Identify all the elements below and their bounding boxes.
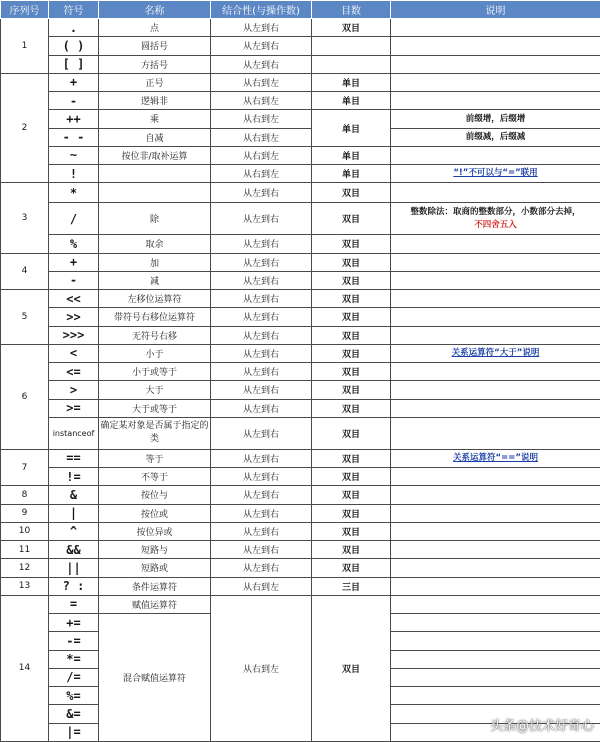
header-symbol: 符号 <box>49 1 99 19</box>
operands-cell: 双目 <box>312 344 391 362</box>
assoc-cell: 从左到右 <box>211 449 312 467</box>
symbol-cell: ++ <box>49 110 99 128</box>
symbol-cell: %= <box>49 687 99 705</box>
assoc-cell: 从左到右 <box>211 253 312 271</box>
table-row <box>1 55 600 73</box>
assoc-cell: 从左到右 <box>211 486 312 504</box>
seq-cell: 6 <box>1 344 49 449</box>
name-cell: 无符号右移 <box>99 326 211 344</box>
note-cell <box>391 253 600 271</box>
note-cell <box>391 92 600 110</box>
symbol-cell: = <box>49 595 99 613</box>
table-row <box>1 271 600 289</box>
symbol-cell: |= <box>49 723 99 742</box>
seq-cell: 5 <box>1 290 49 345</box>
note-cell <box>391 73 600 91</box>
note-cell <box>391 203 600 235</box>
note-warning: 不四舍五入 <box>474 219 517 230</box>
symbol-cell: >> <box>49 308 99 326</box>
assoc-cell: 从左到右 <box>211 522 312 540</box>
assoc-cell: 从右到左 <box>211 73 312 91</box>
symbol-cell: ( ) <box>49 37 99 55</box>
assoc-cell: 从左到右 <box>211 417 312 449</box>
assoc-cell: 从左到右 <box>211 363 312 381</box>
seq-cell: 4 <box>1 253 49 290</box>
name-cell: 自减 <box>99 128 211 146</box>
name-cell <box>99 183 211 203</box>
note-cell <box>391 632 600 650</box>
assoc-cell: 从左到右 <box>211 559 312 577</box>
operands-cell: 双目 <box>312 235 391 253</box>
assoc-cell: 从左到右 <box>211 271 312 289</box>
symbol-cell: / <box>49 203 99 235</box>
note-cell: 前缀减，后缀减 <box>391 128 600 146</box>
operands-cell: 双目 <box>312 399 391 417</box>
table-row <box>1 344 600 362</box>
seq-cell: 2 <box>1 73 49 183</box>
table-row <box>1 417 600 449</box>
operands-cell: 单目 <box>312 165 391 183</box>
note-cell <box>391 614 600 632</box>
name-cell: 取余 <box>99 235 211 253</box>
note-cell <box>391 19 600 37</box>
table-row <box>1 504 600 522</box>
table-row <box>1 486 600 504</box>
assoc-cell: 从右到左 <box>211 165 312 183</box>
table-row <box>1 37 600 55</box>
operands-cell: 双目 <box>312 559 391 577</box>
name-cell: 方括号 <box>99 55 211 73</box>
name-cell: 圆括号 <box>99 37 211 55</box>
name-cell: 逻辑非 <box>99 92 211 110</box>
note-cell <box>391 308 600 326</box>
symbol-cell: >>> <box>49 326 99 344</box>
header-operands: 目数 <box>312 1 391 19</box>
table-row <box>1 128 600 146</box>
operands-cell <box>312 37 391 55</box>
note-cell <box>391 290 600 308</box>
operands-cell: 双目 <box>312 363 391 381</box>
note-cell <box>391 522 600 540</box>
name-cell: 加 <box>99 253 211 271</box>
seq-cell: 9 <box>1 504 49 522</box>
name-cell: 按位非/取补运算 <box>99 146 211 164</box>
assoc-cell: 从左到右 <box>211 344 312 362</box>
operands-cell: 双目 <box>312 449 391 467</box>
table-row <box>1 203 600 235</box>
header-note: 说明 <box>391 1 600 19</box>
assoc-cell: 从左到右 <box>211 308 312 326</box>
symbol-cell: <= <box>49 363 99 381</box>
symbol-cell: | <box>49 504 99 522</box>
name-cell: 减 <box>99 271 211 289</box>
note-cell <box>391 183 600 203</box>
name-cell: 混合赋值运算符 <box>99 614 211 742</box>
assoc-cell: 从左到右 <box>211 55 312 73</box>
seq-cell: 7 <box>1 449 49 486</box>
operands-cell: 双目 <box>312 595 391 741</box>
note-cell <box>391 271 600 289</box>
seq-cell: 12 <box>1 559 49 577</box>
operands-cell: 双目 <box>312 504 391 522</box>
symbol-cell: /= <box>49 668 99 686</box>
assoc-cell: 从右到左 <box>211 577 312 595</box>
note-text: 整数除法：取商的整数部分，小数部分去掉， <box>410 207 581 217</box>
symbol-cell: >= <box>49 399 99 417</box>
assoc-cell: 从右到左 <box>211 146 312 164</box>
symbol-cell: && <box>49 541 99 559</box>
note-link[interactable]: 关系运算符“==”说明 <box>391 449 600 467</box>
name-cell: 确定某对象是否属于指定的类 <box>99 417 211 449</box>
name-cell: 除 <box>99 203 211 235</box>
operands-cell: 双目 <box>312 271 391 289</box>
note-cell <box>391 504 600 522</box>
table-row <box>1 165 600 183</box>
name-cell: 不等于 <box>99 468 211 486</box>
symbol-cell: &= <box>49 705 99 723</box>
note-cell <box>391 486 600 504</box>
table-row <box>1 381 600 399</box>
symbol-cell: ! <box>49 165 99 183</box>
assoc-cell: 从右到左 <box>211 128 312 146</box>
table-row <box>1 110 600 128</box>
table-row <box>1 183 600 203</box>
symbol-cell: -= <box>49 632 99 650</box>
assoc-cell: 从右到左 <box>211 110 312 128</box>
operands-cell: 双目 <box>312 253 391 271</box>
symbol-cell: - <box>49 92 99 110</box>
name-cell: 等于 <box>99 449 211 467</box>
table-row <box>1 19 600 37</box>
symbol-cell: < <box>49 344 99 362</box>
symbol-cell: . <box>49 19 99 37</box>
symbol-cell: << <box>49 290 99 308</box>
name-cell: 大于或等于 <box>99 399 211 417</box>
name-cell: 条件运算符 <box>99 577 211 595</box>
note-cell <box>391 363 600 381</box>
table-row <box>1 399 600 417</box>
operands-cell: 双目 <box>312 486 391 504</box>
table-row <box>1 522 600 540</box>
header-name: 名称 <box>99 1 211 19</box>
name-cell: 短路与 <box>99 541 211 559</box>
note-cell <box>391 559 600 577</box>
name-cell: 小于或等于 <box>99 363 211 381</box>
symbol-cell: ^ <box>49 522 99 540</box>
symbol-cell: || <box>49 559 99 577</box>
table-row <box>1 541 600 559</box>
symbol-cell: - - <box>49 128 99 146</box>
note-cell <box>391 326 600 344</box>
header-seq: 序列号 <box>1 1 49 19</box>
watermark: 头条@技术好奇心 <box>489 719 594 734</box>
symbol-cell: - <box>49 271 99 289</box>
assoc-cell: 从左到右 <box>211 235 312 253</box>
table-row <box>1 363 600 381</box>
name-cell: 左移位运算符 <box>99 290 211 308</box>
note-cell <box>391 399 600 417</box>
operands-cell: 双目 <box>312 381 391 399</box>
symbol-cell: instanceof <box>49 417 99 449</box>
seq-cell: 8 <box>1 486 49 504</box>
table-row <box>1 595 600 613</box>
operands-cell: 双目 <box>312 541 391 559</box>
symbol-cell: + <box>49 253 99 271</box>
symbol-cell: *= <box>49 650 99 668</box>
operands-cell: 双目 <box>312 308 391 326</box>
symbol-cell: % <box>49 235 99 253</box>
note-cell: 前缀增，后缀增 <box>391 110 600 128</box>
note-cell <box>391 468 600 486</box>
assoc-cell: 从左到右 <box>211 183 312 203</box>
name-cell: 按位与 <box>99 486 211 504</box>
assoc-cell: 从左到右 <box>211 504 312 522</box>
name-cell: 正号 <box>99 73 211 91</box>
operands-cell: 单目 <box>312 146 391 164</box>
assoc-cell: 从左到右 <box>211 326 312 344</box>
table-row <box>1 308 600 326</box>
operands-cell <box>312 55 391 73</box>
name-cell: 乘 <box>99 110 211 128</box>
note-cell <box>391 541 600 559</box>
assoc-cell: 从左到右 <box>211 203 312 235</box>
table-row <box>1 92 600 110</box>
seq-cell: 10 <box>1 522 49 540</box>
name-cell: 短路或 <box>99 559 211 577</box>
operands-cell: 双目 <box>312 203 391 235</box>
assoc-cell: 从右到左 <box>211 595 312 741</box>
operands-cell: 三目 <box>312 577 391 595</box>
table-row <box>1 326 600 344</box>
symbol-cell: ~ <box>49 146 99 164</box>
symbol-cell: != <box>49 468 99 486</box>
operands-cell: 双目 <box>312 522 391 540</box>
note-cell <box>391 687 600 705</box>
note-cell <box>391 37 600 55</box>
operands-cell: 双目 <box>312 19 391 37</box>
assoc-cell: 从左到右 <box>211 37 312 55</box>
assoc-cell: 从左到右 <box>211 381 312 399</box>
table-row <box>1 290 600 308</box>
operands-cell: 单目 <box>312 92 391 110</box>
note-cell <box>391 146 600 164</box>
symbol-cell: * <box>49 183 99 203</box>
table-row <box>1 73 600 91</box>
note-link[interactable]: 关系运算符“大于”说明 <box>391 344 600 362</box>
name-cell: 按位或 <box>99 504 211 522</box>
note-cell <box>391 55 600 73</box>
assoc-cell: 从左到右 <box>211 290 312 308</box>
note-cell <box>391 577 600 595</box>
header-assoc: 结合性(与操作数) <box>211 1 312 19</box>
symbol-cell: ? : <box>49 577 99 595</box>
operands-cell: 双目 <box>312 290 391 308</box>
note-link[interactable]: “!”不可以与“=”联用 <box>391 165 600 183</box>
operands-cell: 双目 <box>312 326 391 344</box>
table-row <box>1 235 600 253</box>
table-row <box>1 559 600 577</box>
operands-cell: 双目 <box>312 468 391 486</box>
symbol-cell: > <box>49 381 99 399</box>
name-cell: 按位异或 <box>99 522 211 540</box>
header-row <box>1 1 600 19</box>
seq-cell: 13 <box>1 577 49 595</box>
seq-cell: 1 <box>1 19 49 74</box>
table-row <box>1 468 600 486</box>
assoc-cell: 从左到右 <box>211 399 312 417</box>
operands-cell: 双目 <box>312 183 391 203</box>
table-row <box>1 577 600 595</box>
name-cell <box>99 165 211 183</box>
operands-cell: 单目 <box>312 73 391 91</box>
operands-cell: 双目 <box>312 417 391 449</box>
seq-cell: 3 <box>1 183 49 253</box>
note-cell <box>391 595 600 613</box>
note-cell <box>391 381 600 399</box>
assoc-cell: 从左到右 <box>211 468 312 486</box>
table-row <box>1 253 600 271</box>
symbol-cell: += <box>49 614 99 632</box>
name-cell: 大于 <box>99 381 211 399</box>
assoc-cell: 从左到右 <box>211 19 312 37</box>
seq-cell: 11 <box>1 541 49 559</box>
symbol-cell: [ ] <box>49 55 99 73</box>
name-cell: 带符号右移位运算符 <box>99 308 211 326</box>
operands-cell: 单目 <box>312 110 391 147</box>
note-cell <box>391 417 600 449</box>
assoc-cell: 从右到左 <box>211 92 312 110</box>
symbol-cell: + <box>49 73 99 91</box>
note-cell <box>391 668 600 686</box>
table-row <box>1 146 600 164</box>
symbol-cell: & <box>49 486 99 504</box>
name-cell: 小于 <box>99 344 211 362</box>
symbol-cell: == <box>49 449 99 467</box>
name-cell: 点 <box>99 19 211 37</box>
table-row <box>1 449 600 467</box>
seq-cell: 14 <box>1 595 49 741</box>
note-cell <box>391 650 600 668</box>
name-cell: 赋值运算符 <box>99 595 211 613</box>
assoc-cell: 从左到右 <box>211 541 312 559</box>
note-cell <box>391 235 600 253</box>
